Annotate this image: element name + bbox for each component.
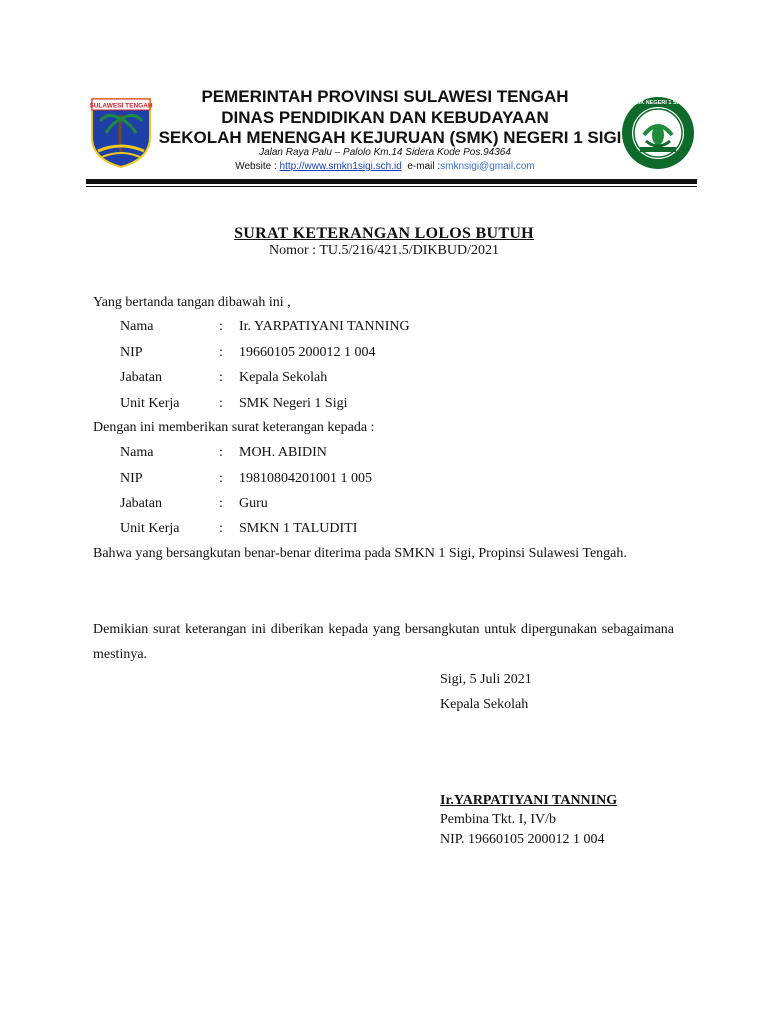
letter-title: SURAT KETERANGAN LOLOS BUTUH — [234, 225, 534, 242]
letterhead-divider-thick — [86, 179, 697, 184]
intro2-text: Dengan ini memberikan surat keterangan kepada : — [93, 420, 375, 435]
signer-unit-label: Unit Kerja — [120, 396, 180, 411]
colon: : — [219, 319, 223, 334]
signer-unit-value: SMK Negeri 1 Sigi — [239, 396, 348, 411]
colon: : — [219, 445, 223, 460]
colon: : — [219, 521, 223, 536]
signatory-name: Ir.YARPATIYANI TANNING — [440, 793, 618, 808]
school-title: SEKOLAH MENENGAH KEJURUAN (SMK) NEGERI 1 SIGI — [158, 128, 622, 147]
signatory-position: Kepala Sekolah — [440, 697, 529, 712]
statement-paragraph: Bahwa yang bersangkutan benar-benar diterima pada SMKN 1 Sigi, Propinsi Sulawesi Tengah. — [93, 546, 627, 561]
department-title: DINAS PENDIDIKAN DAN KEBUDAYAAN — [221, 108, 549, 127]
svg-text:SULAWESI TENGAH: SULAWESI TENGAH — [89, 102, 153, 110]
subject-position-value: Guru — [239, 496, 268, 511]
subject-unit-value: SMKN 1 TALUDITI — [239, 521, 358, 536]
svg-text:SMK NEGERI 1 SIGI: SMK NEGERI 1 SIGI — [632, 100, 684, 106]
email-address: smknsigi@gmail.com — [440, 161, 535, 172]
subject-name-value: MOH. ABIDIN — [239, 445, 327, 460]
colon: : — [219, 471, 223, 486]
colon: : — [219, 370, 223, 385]
website-label: Website : — [235, 161, 280, 172]
place-date: Sigi, 5 Juli 2021 — [440, 672, 532, 687]
school-seal-logo — [620, 95, 696, 171]
signer-position-label: Jabatan — [120, 370, 162, 385]
colon: : — [219, 496, 223, 511]
signer-position-value: Kepala Sekolah — [239, 370, 328, 385]
subject-nip-value: 19810804201001 1 005 — [239, 471, 372, 486]
colon: : — [219, 396, 223, 411]
signer-name-label: Nama — [120, 319, 154, 334]
subject-position-label: Jabatan — [120, 496, 162, 511]
subject-name-label: Nama — [120, 445, 154, 460]
school-address: Jalan Raya Palu – Palolo Km.14 Sidera Kode Pos.94364 — [259, 147, 511, 158]
intro-text: Yang bertanda tangan dibawah ini , — [93, 295, 291, 310]
subject-unit-label: Unit Kerja — [120, 521, 180, 536]
closing-paragraph: Demikian surat keterangan ini diberikan kepada yang bersangkutan untuk dipergunakan sebagaimana mestinya. — [93, 622, 674, 662]
provincial-emblem-logo — [88, 93, 154, 169]
contact-line — [150, 161, 620, 172]
government-title: PEMERINTAH PROVINSI SULAWESI TENGAH — [201, 87, 569, 106]
letter-number: Nomor : TU.5/216/421.5/DIKBUD/2021 — [269, 243, 499, 258]
website-link[interactable]: http://www.smkn1sigi.sch.id — [279, 161, 402, 172]
letterhead-divider-thin — [86, 186, 697, 187]
signer-nip-value: 19660105 200012 1 004 — [239, 345, 376, 360]
signer-name-value: Ir. YARPATIYANI TANNING — [239, 319, 410, 334]
email-label: e-mail : — [407, 161, 441, 172]
signer-nip-label: NIP — [120, 345, 143, 360]
signatory-nip: NIP. 19660105 200012 1 004 — [440, 832, 605, 847]
colon: : — [219, 345, 223, 360]
subject-nip-label: NIP — [120, 471, 143, 486]
signatory-rank: Pembina Tkt. I, IV/b — [440, 812, 557, 827]
